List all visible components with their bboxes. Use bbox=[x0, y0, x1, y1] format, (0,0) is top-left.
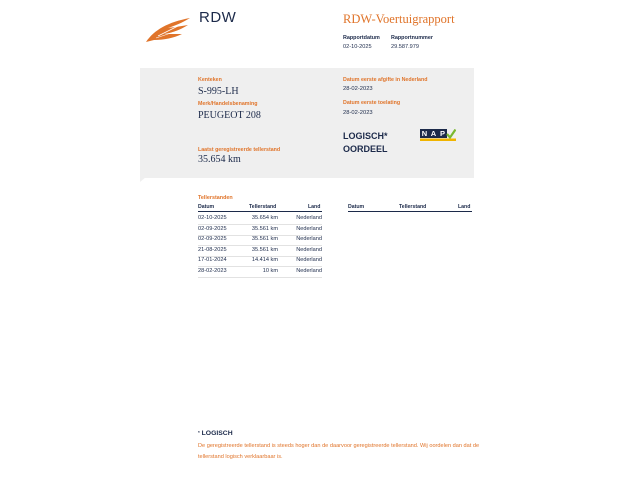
brand-name: RDW bbox=[199, 9, 237, 26]
row-date: 02-10-2025 bbox=[198, 215, 227, 221]
odometer-label: Laatst geregistreerde tellerstand bbox=[198, 147, 281, 153]
table-row bbox=[198, 257, 322, 267]
plate-value: S-995-LH bbox=[198, 86, 239, 97]
row-date: 17-01-2024 bbox=[198, 257, 227, 263]
table-row bbox=[198, 247, 322, 257]
report-number-label: Rapportnummer bbox=[391, 35, 433, 41]
row-country: Nederland bbox=[296, 267, 322, 274]
footnote-title-text: LOGISCH bbox=[201, 430, 233, 437]
footnote-marker: * bbox=[198, 430, 200, 435]
row-country: Nederland bbox=[296, 246, 322, 253]
footnote-text: De geregistreerde tellerstand is steeds hoger dan de daarvoor geregistreerde tellerstand. Wij oordelen dan dat de tellerstand logisch verklaarbaar is. bbox=[198, 443, 480, 460]
make-label: Merk/Handelsbenaming bbox=[198, 101, 258, 107]
col-date: Datum bbox=[198, 204, 215, 210]
row-reading: 35.561 km bbox=[251, 225, 278, 232]
verdict-line-1: LOGISCH* bbox=[343, 131, 388, 141]
row-country: Nederland bbox=[296, 236, 322, 242]
nap-letter-n: N bbox=[421, 129, 428, 139]
document-title: RDW-Voertuigrapport bbox=[343, 12, 455, 26]
first-admission-label: Datum eerste toelating bbox=[343, 100, 401, 106]
table-row bbox=[198, 226, 322, 236]
row-date: 02-09-2025 bbox=[198, 225, 227, 232]
first-admission-value: 28-02-2023 bbox=[343, 110, 373, 116]
row-date: 28-02-2023 bbox=[198, 267, 227, 274]
odometer-value: 35.654 km bbox=[198, 154, 241, 165]
row-reading: 14.414 km bbox=[251, 257, 278, 263]
row-reading: 10 km bbox=[262, 267, 278, 274]
row-country: Nederland bbox=[296, 215, 322, 221]
col-reading: Tellerstand bbox=[249, 204, 277, 210]
report-number: 29.587.979 bbox=[391, 44, 419, 50]
col-country: Land bbox=[308, 204, 321, 210]
first-admission-nl-value: 28-02-2023 bbox=[343, 86, 373, 92]
verdict-line-2: OORDEEL bbox=[343, 144, 388, 154]
row-reading: 35.654 km bbox=[251, 215, 278, 221]
panel-tab bbox=[140, 172, 152, 182]
row-date: 02-09-2025 bbox=[198, 236, 227, 242]
table-header-rule bbox=[198, 211, 322, 212]
col-date-2: Datum bbox=[348, 204, 365, 210]
row-country: Nederland bbox=[296, 257, 322, 263]
rdw-wing-icon bbox=[144, 16, 192, 44]
report-date: 02-10-2025 bbox=[343, 44, 372, 50]
col-country-2: Land bbox=[458, 204, 471, 210]
vehicle-summary-panel bbox=[140, 68, 474, 178]
row-reading: 35.561 km bbox=[251, 246, 278, 253]
nap-check-icon bbox=[420, 129, 456, 141]
make-value: PEUGEOT 208 bbox=[198, 110, 261, 121]
first-admission-nl-label: Datum eerste afgifte in Nederland bbox=[343, 77, 428, 83]
plate-label: Kenteken bbox=[198, 77, 222, 83]
footnote-title bbox=[198, 430, 233, 437]
row-country: Nederland bbox=[296, 225, 322, 232]
report-date-label: Rapportdatum bbox=[343, 35, 380, 41]
table-row bbox=[198, 215, 322, 225]
nap-letter-a: A bbox=[430, 129, 437, 139]
table-row bbox=[198, 268, 322, 278]
nap-letter-p: P bbox=[439, 129, 446, 139]
row-reading: 35.561 km bbox=[251, 236, 278, 242]
table-row bbox=[198, 236, 322, 246]
readings-title: Tellerstanden bbox=[198, 195, 233, 201]
row-date: 21-08-2025 bbox=[198, 246, 227, 253]
table-header-rule-2 bbox=[348, 211, 472, 212]
col-reading-2: Tellerstand bbox=[399, 204, 427, 210]
